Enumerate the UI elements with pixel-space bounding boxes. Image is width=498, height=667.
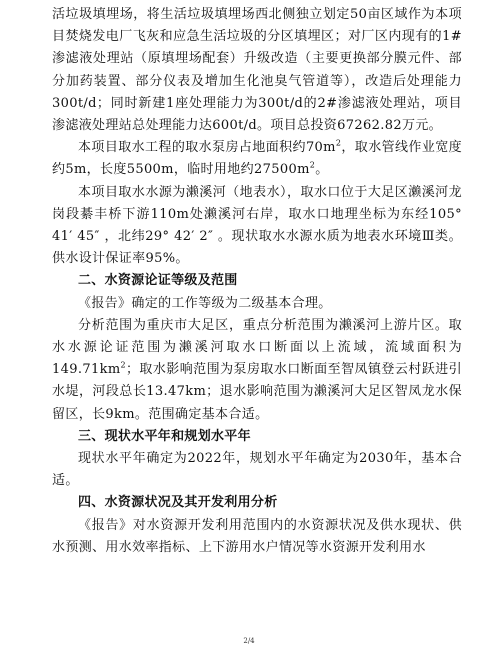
paragraph-work-grade: 《报告》确定的工作等级为二级基本合理。 <box>78 295 332 311</box>
paragraph-water-source: 本项目取水水源为濑溪河（地表水），取水口位于大足区濑溪河龙岗段綦丰桥下游110m处濑溪河右岸，取水口地理坐标为东经105° 41′ 45″ ，北纬29° 42′ 2″ 。现状取水水源水质为地表水环境Ⅲ类。供水设计保证率95%。 <box>52 184 462 267</box>
impact-scope-text: ；取水影响范围为泵房取水口断面至智凤镇登云村跃进引水堤，河段总长13.47km；退水影响范围为濑溪河大足区智凤龙水保留区，长9km。范围确定基本合适。 <box>52 362 462 422</box>
superscript-2: 2 <box>335 138 342 148</box>
paragraph-level-years: 现状水平年确定为2022年，规划水平年确定为2030年，基本合适。 <box>52 451 462 489</box>
paragraph-project-overview: 活垃圾填埋场，将生活垃圾填埋场西北侧独立划定50亩区域作为本项目焚烧发电厂飞灰和应急生活垃圾的分区填埋区；对厂区内现有的1#渗滤液处理站（原填埋场配套）升级改造（主要更换部分膜元件、部分加药装置、部分仪表及增加生化池臭气管道等），改造后处理能力300t/d；同时新建1座处理能力为300t/d的2#渗滤液处理站，项目渗滤液处理站总处理能力达600t/d。项目总投资67262.82万元。 <box>52 7 462 134</box>
page-number: 2/4 <box>243 637 255 645</box>
pipeline-text: ，取水管线作业宽度约5m，长度5500m，临时用地约27500m <box>52 140 463 178</box>
section-heading-2: 二、水资源论证等级及范围 <box>78 273 238 289</box>
superscript-2: 2 <box>309 161 316 171</box>
paragraph-analysis-scope <box>52 315 462 426</box>
section-heading-4: 四、水资源状况及其开发利用分析 <box>78 495 278 511</box>
intake-area-text: 本项目取水工程的取水泵房占地面积约70m <box>78 140 336 156</box>
paragraph-end-punct: 。 <box>315 162 329 178</box>
superscript-2: 2 <box>120 360 126 370</box>
paragraph-intake-works <box>52 137 462 181</box>
paragraph-resource-analysis: 《报告》对水资源开发利用范围内的水资源状况及供水现状、供水预测、用水效率指标、上下游用水户情况等水资源开发利用水 <box>52 517 462 555</box>
analysis-scope-text: 分析范围为重庆市大足区，重点分析范围为濑溪河上游片区。取水水源论证范围为濑溪河取水口断面以上流域，流域面积为149.71km <box>52 317 462 378</box>
section-heading-3: 三、现状水平年和规划水平年 <box>78 428 251 444</box>
document-body <box>52 4 462 559</box>
